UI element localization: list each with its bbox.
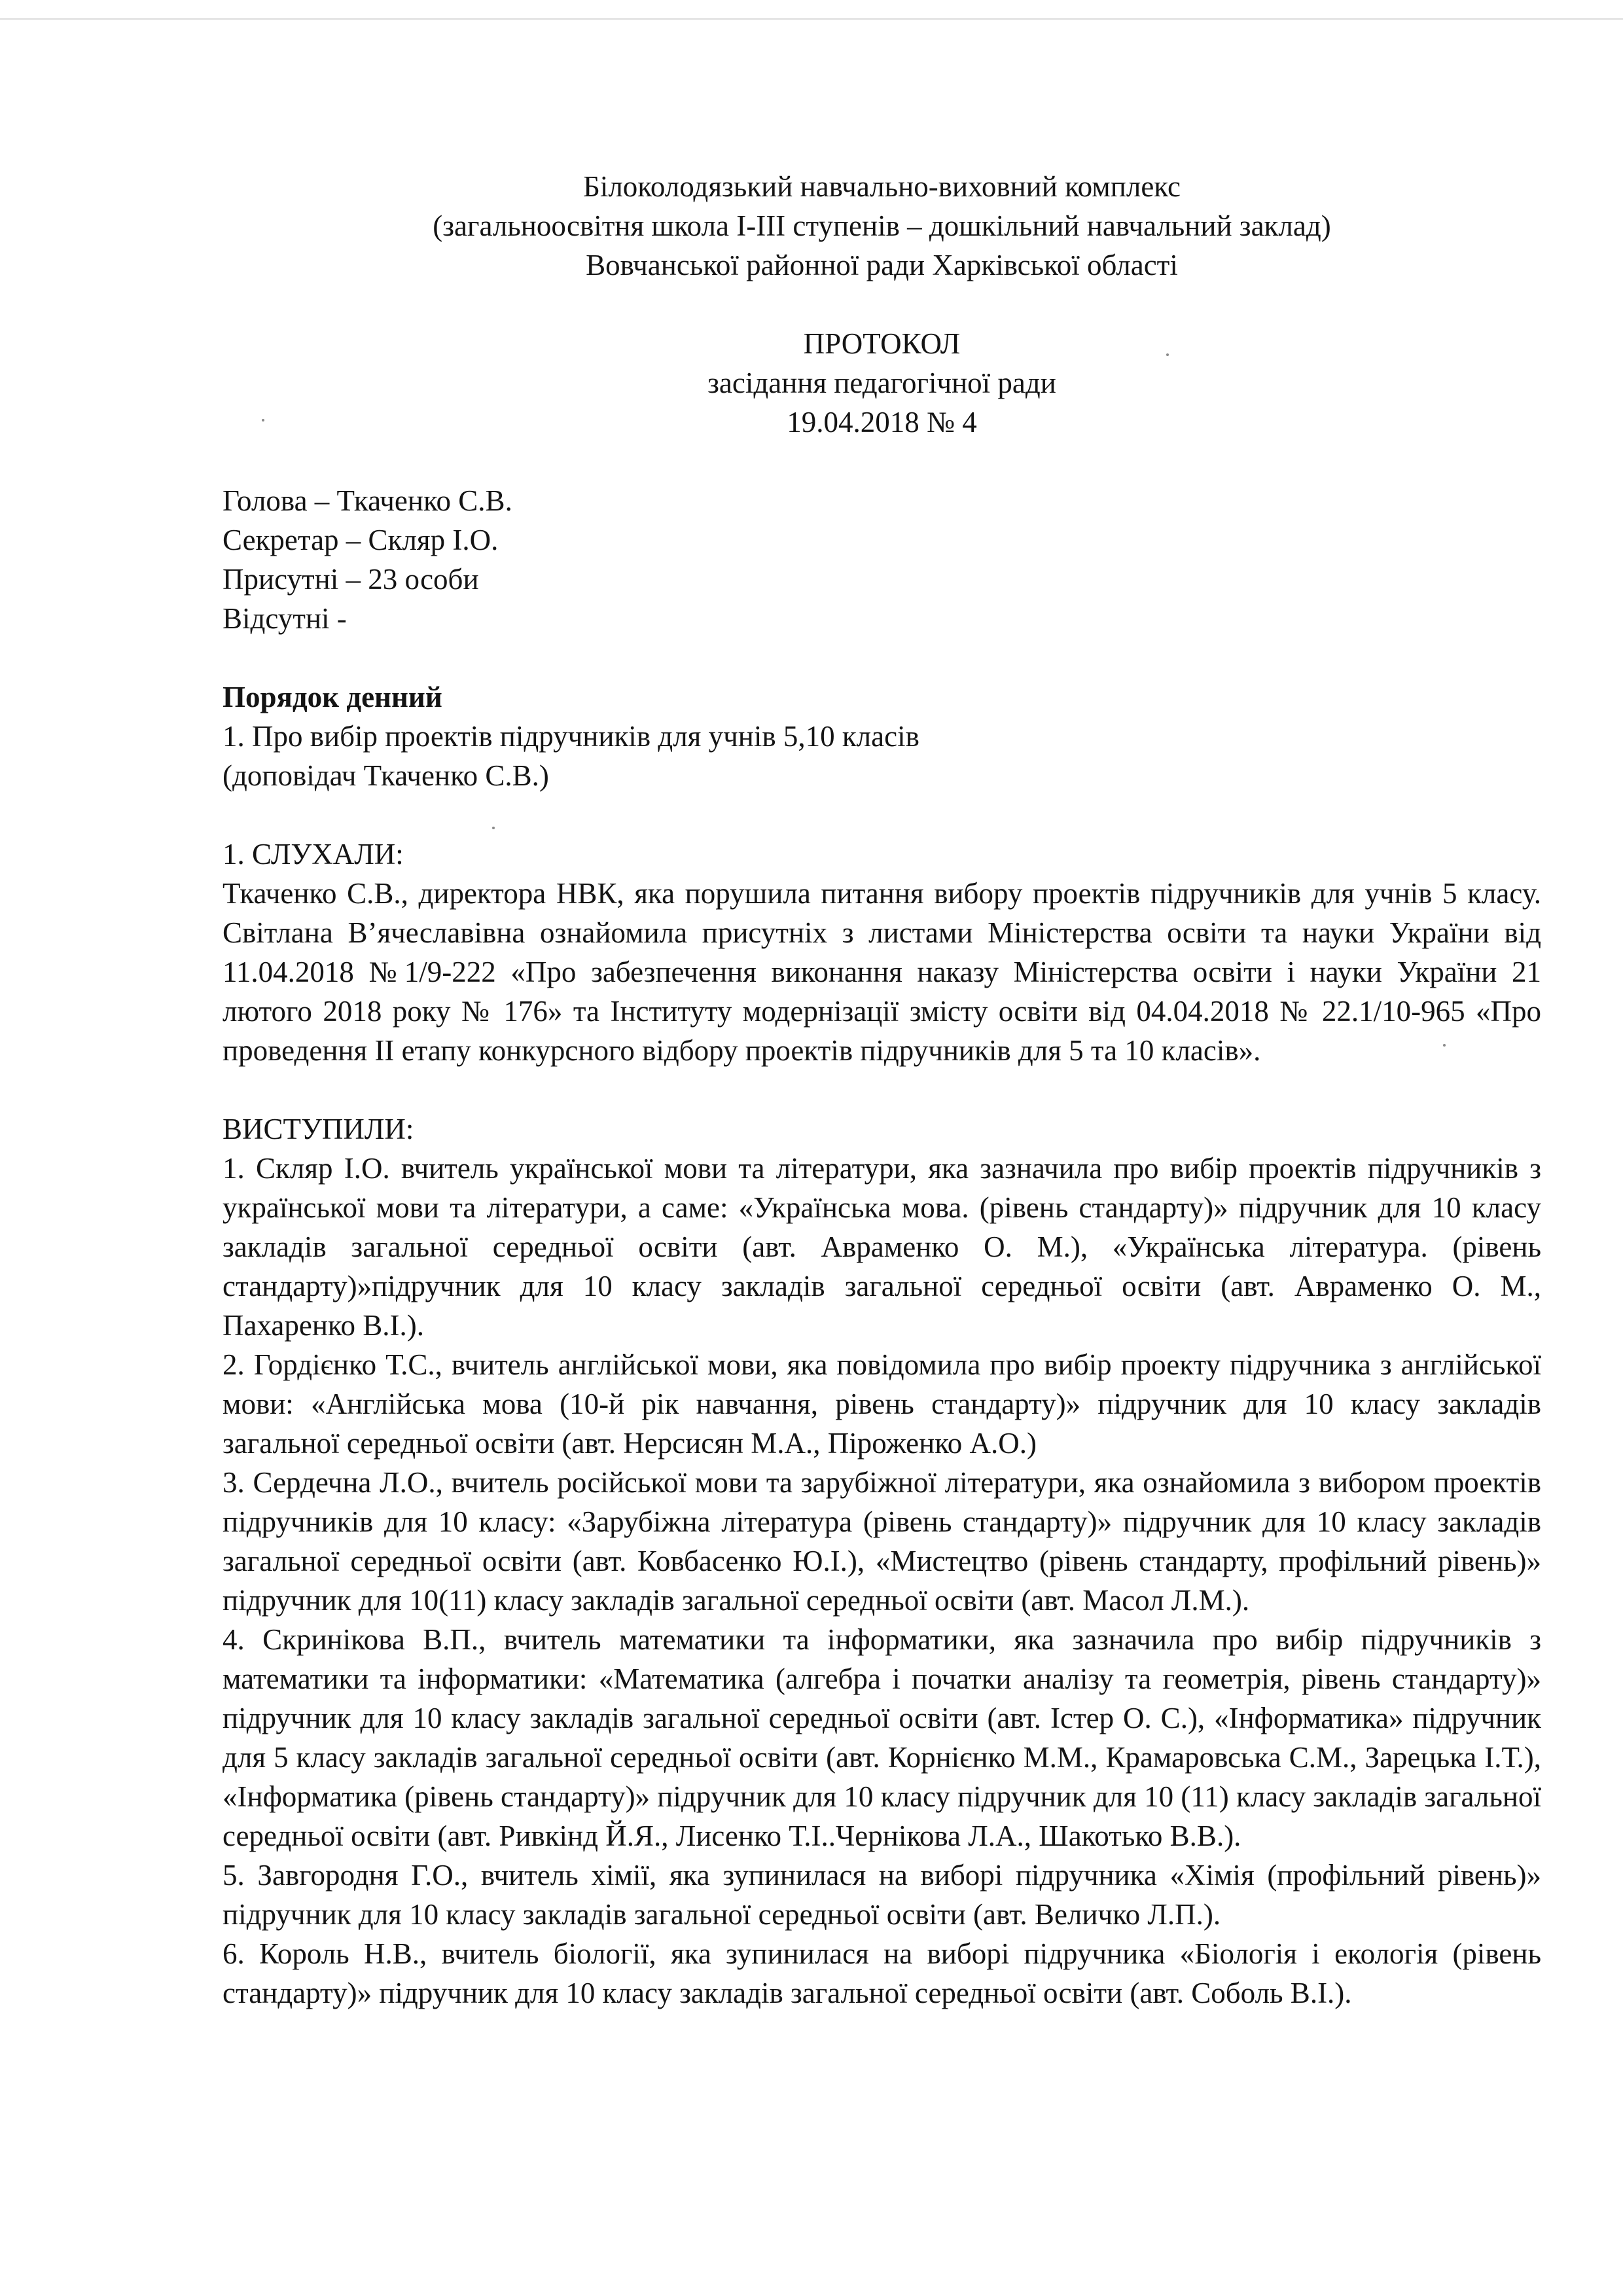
absent-line: Відсутні -	[223, 602, 347, 635]
secretary-line: Секретар – Скляр І.О.	[223, 524, 499, 556]
heard-section	[223, 834, 1541, 1070]
speaker-item: 6. Король Н.В., вчитель біології, яка зупинилася на виборі підручника «Біологія і екологія (рівень стандарту)» підручник для 10 класу закладів загальної середньої освіти (авт. Соболь В.І.).	[223, 1937, 1541, 2009]
institution-type: (загальноосвітня школа І-ІІІ ступенів – дошкільний навчальний заклад)	[433, 209, 1331, 242]
speaker-item: 3. Сердечна Л.О., вчитель російської мови та зарубіжної літератури, яка ознайомила з вибором проектів підручників для 10 класу: «Зарубіжна література (рівень стандарту)» підручник для 10 класу закладів загальної середньої освіти (авт. Ковбасенко Ю.І.), «Мистецтво (рівень стандарту, профільний рівень)» підручник для 10(11) класу закладів загальної середньої освіти (авт. Масол Л.М.).	[223, 1466, 1541, 1617]
speaker-item: 4. Скринікова В.П., вчитель математики та інформатики, яка зазначила про вибір підручників з математики та інформатики: «Математика (алгебра і початки аналізу та геометрія, рівень стандарту)» підручник для 10 класу закладів загальної середньої освіти (авт. Істер О. С.), «Інформатика» підручник для 5 класу закладів загальної середньої освіти (авт. Корнієнко М.М., Крамаровська С.М., Зарецька І.Т.), «Інформатика (рівень стандарту)» підручник для 10 класу підручник для 10 (11) класу закладів загальної середньої освіти (авт. Ривкінд Й.Я., Лисенко Т.І..Чернікова Л.А., Шакотько В.В.).	[223, 1623, 1541, 1852]
protocol-date-number: 19.04.2018 № 4	[787, 406, 977, 439]
agenda-item: 1. Про вибір проектів підручників для учнів 5,10 класів	[223, 720, 919, 753]
chair-line: Голова – Ткаченко С.В.	[223, 484, 512, 517]
institution-council: Вовчанської районної ради Харківської області	[586, 249, 1178, 281]
protocol-subtitle: засідання педагогічної ради	[707, 367, 1056, 399]
speaker-item: 5. Завгородня Г.О., вчитель хімії, яка зупинилася на виборі підручника «Хімія (профільний рівень)» підручник для 10 класу закладів загальної середньої освіти (авт. Величко Л.П.).	[223, 1859, 1541, 1931]
heard-heading: 1. СЛУХАЛИ:	[223, 838, 404, 870]
protocol-heading	[223, 324, 1541, 442]
heard-paragraph: Ткаченко С.В., директора НВК, яка порушила питання вибору проектів підручників для учнів 5 класу. Світлана В’ячеславівна ознайомила присутніх з листами Міністерства освіти та науки України від 11.04.2018 №1/9-222 «Про забезпечення виконання наказу Міністерства освіти і науки України 21 лютого 2018 року № 176» та Інституту модернізації змісту освіти від 04.04.2018 № 22.1/10-965 «Про проведення ІІ етапу конкурсного відбору проектів підручників для 5 та 10 класів».	[223, 877, 1541, 1067]
speaker-item: 2. Гордієнко Т.С., вчитель англійської мови, яка повідомила про вибір проекту підручника з англійської мови: «Англійська мова (10-й рік навчання, рівень стандарту)» підручник для 10 класу закладів загальної середньої освіти (авт. Нерсисян М.А., Піроженко А.О.)	[223, 1348, 1541, 1460]
institution-header	[223, 167, 1541, 285]
agenda-heading: Порядок денний	[223, 681, 442, 713]
meeting-attendance	[223, 481, 1541, 638]
spoke-section	[223, 1109, 1541, 2013]
institution-name: Білоколодязький навчально-виховний комплекс	[582, 170, 1181, 203]
present-line: Присутні – 23 особи	[223, 563, 479, 596]
spoke-heading: ВИСТУПИЛИ:	[223, 1113, 414, 1145]
document-page	[223, 167, 1541, 2013]
protocol-title: ПРОТОКОЛ	[803, 327, 961, 360]
scan-edge-line	[0, 18, 1623, 20]
agenda-speaker: (доповідач Ткаченко С.В.)	[223, 759, 549, 792]
agenda-section	[223, 677, 1541, 795]
speaker-item: 1. Скляр І.О. вчитель української мови та літератури, яка зазначила про вибір проектів підручників з української мови та літератури, а саме: «Українська мова. (рівень стандарту)» підручник для 10 класу закладів загальної середньої освіти (авт. Авраменко О. М.), «Українська література. (рівень стандарту)»підручник для 10 класу закладів загальної середньої освіти (авт. Авраменко О. М., Пахаренко В.І.).	[223, 1152, 1541, 1342]
